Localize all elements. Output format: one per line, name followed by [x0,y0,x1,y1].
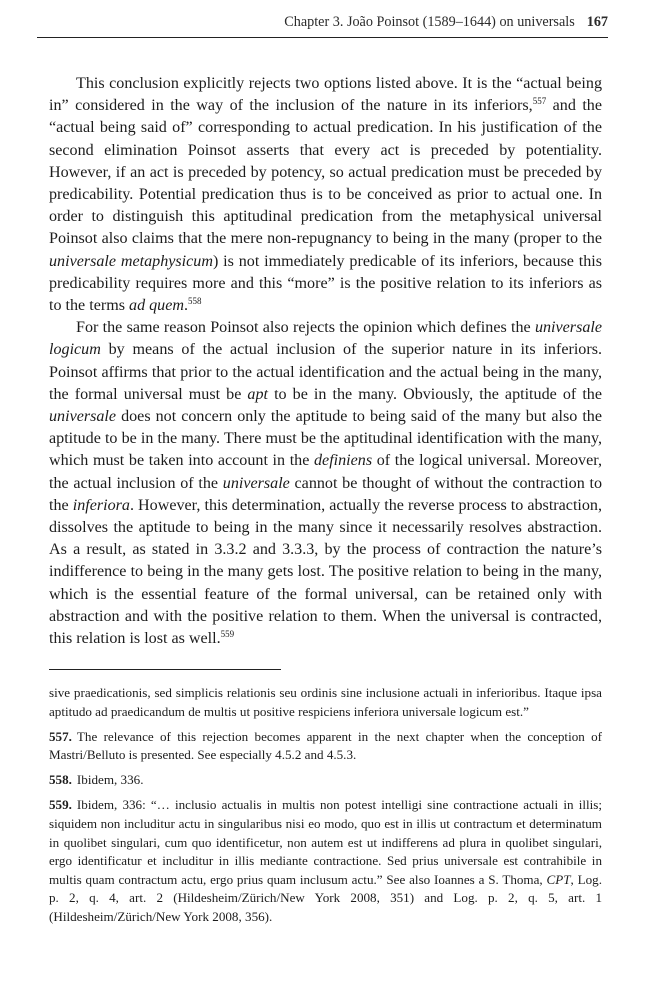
text-run: ) is not immediately predicable of its inferiors, because this predicability requires more and this “more” is the positive relation to its inferiors as to the terms [49,252,602,315]
text-run: For the same reason Poinsot also rejects the opinion which defines the [76,319,535,337]
text-run: does not concern only the aptitude to being said of the many but also the aptitude to be in the many. There must be the aptitudinal identification with the many, which must be taken into account in the [49,408,602,470]
body-text [49,73,602,650]
footnote-number: 558. [49,772,72,788]
text-run: This conclusion explicitly rejects two options listed above. It is the “actual being in” considered in the way of the inclusion of the nature in its inferiors, [49,75,602,115]
footnote-559 [49,796,602,926]
text-run: and the “actual being said of” corresponding to actual predication. In his justification of the second elimination Poinsot asserts that every act is preceded by potentiality. However, if an act is preceded by potency, so actual predication must be preceded by predicability. Potential predication thus is to be conceived as prior to actual one. In order to distinguish this aptitudinal predication from the metaphysical universal Poinsot also claims that the mere non-repugnancy to being in the many (proper to the [49,97,602,248]
italic-term: CPT [546,871,571,887]
text-run: Ibidem, 336. [76,772,144,788]
footnote-557 [49,728,602,765]
text-run: of the logical universal. Moreover, the actual inclusion of the [49,452,602,492]
text-run: , Log. p. 2, q. 4, art. 2 (Hildesheim/Zürich/New York 2008, 351) and Log. p. 2, q. 5, art. 1 (Hildesheim/Zürich/New York 2008, 356). [49,871,603,925]
text-run: . [184,297,189,315]
footnote-separator-rule [49,669,281,670]
italic-term: definiens [314,452,373,470]
text-run: The relevance of this rejection becomes apparent in the next chapter when the conception of Mastri/Belluto is presented. See especially 4.5.2 and 4.5.3. [49,728,602,763]
italic-term: universale logicum [49,319,602,359]
footnote-ref-marker[interactable]: 559 [220,629,235,640]
text-run: . However, this determination, actually the reverse process to abstraction, dissolves the aptitude to being in the many since it necessarily resolves abstraction. As a result, as stated in 3.3.2 and 3.3.3, by the process of contraction the nature’s indifference to being in the many gets lost. The positive relation to being in the many, which is the essential feature of the formal universal, can be retained only with abstraction and with the positive relation to them. When the universal is contracted, this relation is lost as well. [49,496,603,648]
footnote-558 [49,771,602,790]
italic-term: apt [247,385,268,403]
text-run: to be in the many. Obviously, the aptitude of the [268,385,602,403]
text-run: cannot be thought of without the contraction to the [49,474,602,514]
italic-term: universale metaphysicum [49,252,213,270]
footnote-number: 559. [49,797,72,813]
italic-term: ad quem [129,297,184,315]
italic-term: universale [222,474,290,492]
page-number: 167 [586,14,608,30]
footnote-number: 557. [49,728,72,744]
footnote-ref-marker[interactable]: 558 [188,296,202,307]
running-head [37,9,608,38]
italic-term: inferiora [72,496,130,514]
body-paragraph [49,317,602,650]
footnote-ref-marker[interactable]: 557 [532,96,547,107]
footnote-continuation [49,684,602,721]
italic-term: universale [49,408,117,426]
running-head-title: Chapter 3. João Poinsot (1589–1644) on universals [284,14,575,30]
footnotes [49,684,602,933]
body-paragraph [49,73,602,317]
text-run: by means of the actual inclusion of the superior nature in its inferiors. Poinsot affirms that prior to the actual identification and the actual being in the many, the formal universal must be [49,341,602,403]
text-run: sive praedicationis, sed simplicis relationis seu ordinis sine inclusione actuali in inferioribus. Itaque ipsa aptitudo ad praedicandum de multis ut positive respiciens inferiora universale logicum est.” [49,685,602,719]
text-run: Ibidem, 336: “… inclusio actualis in multis non potest intelligi sine contractione actuali in illis; siquidem non includitur actu in singularibus nisi eo modo, quo est in illis ut contractum et determinatum in quolibet singulari, cum quo identificetur, non autem est ut indifferens ad plura in quolibet singulari, ergo identificatur et includitur in illis mediante contractione. Sed prius universale est contrahibile in multis quam contractum actu, ergo prius quam inclusum actu.” See also Ioannes a S. Thoma, [49,797,602,887]
